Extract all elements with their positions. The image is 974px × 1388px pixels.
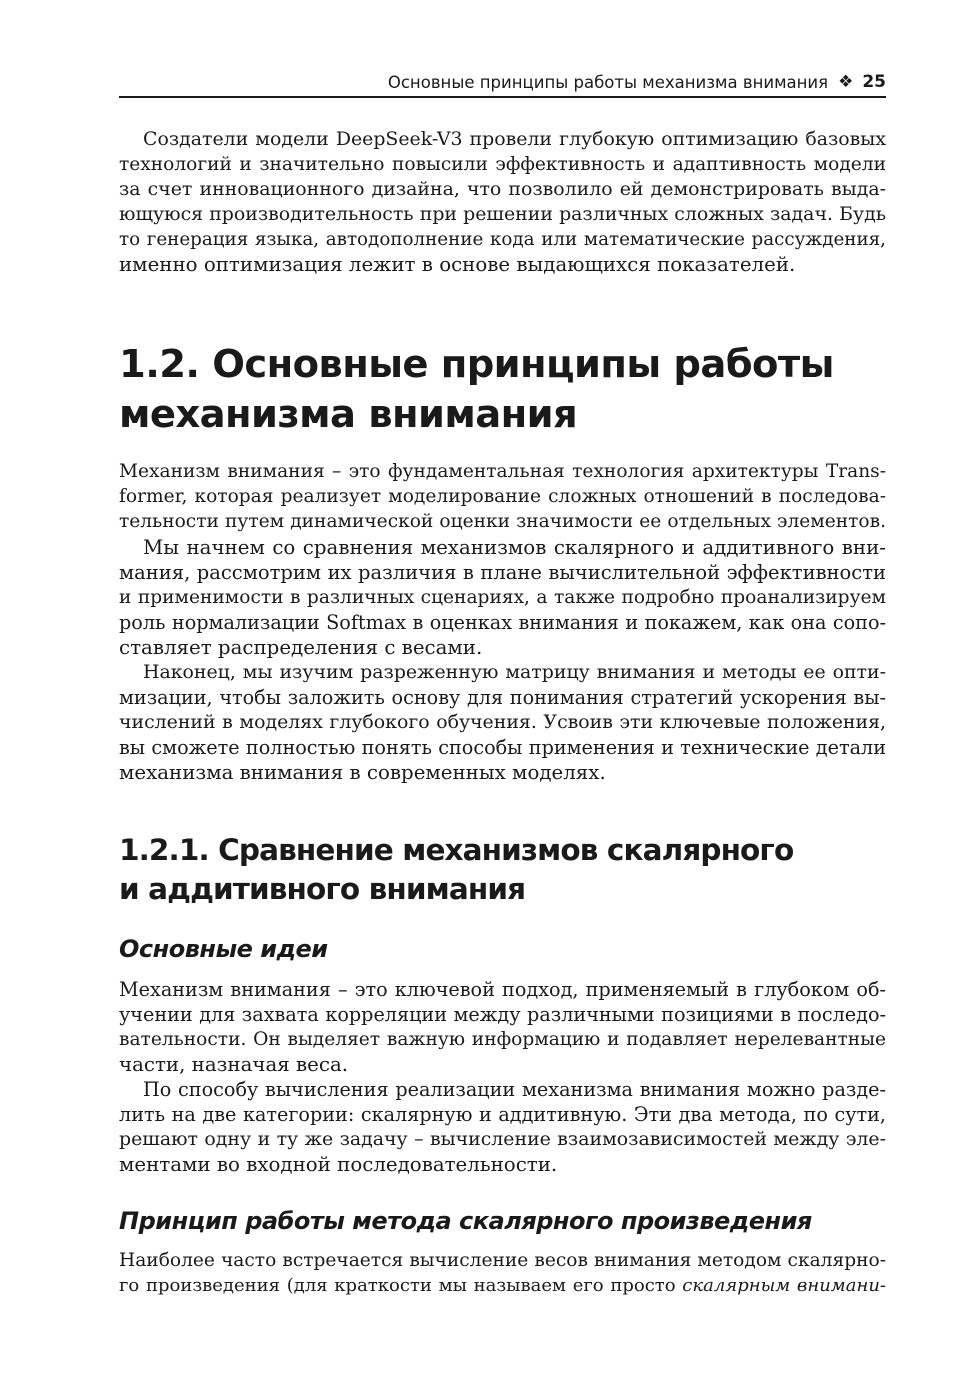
paragraph-line: лить на две категории: скалярную и аддитивную. Эти два метода, по сути, (119, 1103, 886, 1126)
paragraph-line: роль нормализации Softmax в оценках внимания и покажем, как она сопо- (119, 611, 886, 634)
paragraph-line: Механизм внимания – это фундаментальная технология архитектуры Trans- (119, 461, 886, 482)
paragraph-line: вы сможете полностью понять способы применения и технические детали (119, 736, 886, 759)
paragraph-line: тельности путем динамической оценки значимости ее отдельных элементов. (119, 511, 886, 532)
running-header-title: Основные принципы работы механизма внимания (387, 72, 829, 92)
paragraph-line: решают одну и ту же задачу – вычисление взаимозависимостей между эле- (119, 1128, 886, 1150)
section-heading-1-2-line1: 1.2. Основные принципы работы (119, 342, 834, 387)
paragraph-line: Наконец, мы изучим разреженную матрицу внимания и методы ее опти- (143, 661, 886, 683)
paragraph-line: мизации, чтобы заложить основу для понимания стратегий ускорения вы- (119, 686, 886, 709)
paragraph-line: Механизм внимания – это ключевой подход, применяемый в глубоком об- (119, 978, 886, 1001)
subheading-basic-ideas: Основные идеи (119, 935, 328, 963)
paragraph-line: механизма внимания в современных моделях. (119, 761, 606, 784)
section-heading-1-2-1-line2: и аддитивного внимания (119, 872, 526, 906)
section-heading-1-2-line2: механизма внимания (119, 392, 578, 437)
paragraph-line: ставляет распределения с весами. (119, 636, 483, 659)
intro-line: за счет инновационного дизайна, что позволило ей демонстрировать выда- (119, 178, 886, 200)
intro-line: технологий и значительно повысили эффективность и адаптивность модели (119, 154, 886, 175)
intro-line: Создатели модели DeepSeek-V3 провели глубокую оптимизацию базовых (143, 128, 886, 150)
paragraph-line: ментами во входной последовательности. (119, 1153, 558, 1176)
subheading-dot-product: Принцип работы метода скалярного произведения (119, 1207, 812, 1235)
paragraph-line: По способу вычисления реализации механизма внимания можно разде- (143, 1078, 886, 1101)
italic-term: скалярным внимани- (682, 1275, 886, 1296)
paragraph-text-plain: го произведения (для краткости мы называем его просто (119, 1275, 683, 1296)
paragraph-line: Мы начнем со сравнения механизмов скалярного и аддитивного вни- (143, 536, 886, 559)
fleuron-separator-icon: ❖ (838, 72, 854, 92)
section-heading-1-2-1-line1: 1.2.1. Сравнение механизмов скалярного (119, 833, 794, 867)
intro-line: то генерация языка, автодополнение кода или математические рассуждения, (119, 229, 886, 250)
paragraph-line: former, которая реализует моделирование сложных отношений в последова- (119, 486, 886, 507)
paragraph-line: мания, рассмотрим их различия в плане вычислительной эффективности (119, 561, 886, 584)
paragraph-line: Наиболее часто встречается вычисление весов внимания методом скалярно- (119, 1250, 886, 1271)
intro-line: ющуюся производительность при решении различных сложных задач. Будь (119, 203, 886, 225)
paragraph-line: части, назначая веса. (119, 1053, 349, 1076)
intro-line: именно оптимизация лежит в основе выдающихся показателей. (119, 253, 796, 276)
paragraph-line: вательности. Он выделяет важную информацию и подавляет нерелевантные (119, 1029, 886, 1050)
paragraph-line (119, 1273, 886, 1298)
paragraph-line: и применимости в различных сценариях, а также подробно проанализируем (119, 587, 886, 608)
running-header (119, 70, 886, 98)
paragraph-line: числений в моделях глубокого обучения. Усвоив эти ключевые положения, (119, 711, 886, 733)
paragraph-line: учении для захвата корреляции между различными позициями в последо- (119, 1003, 886, 1026)
page-number: 25 (862, 72, 886, 92)
